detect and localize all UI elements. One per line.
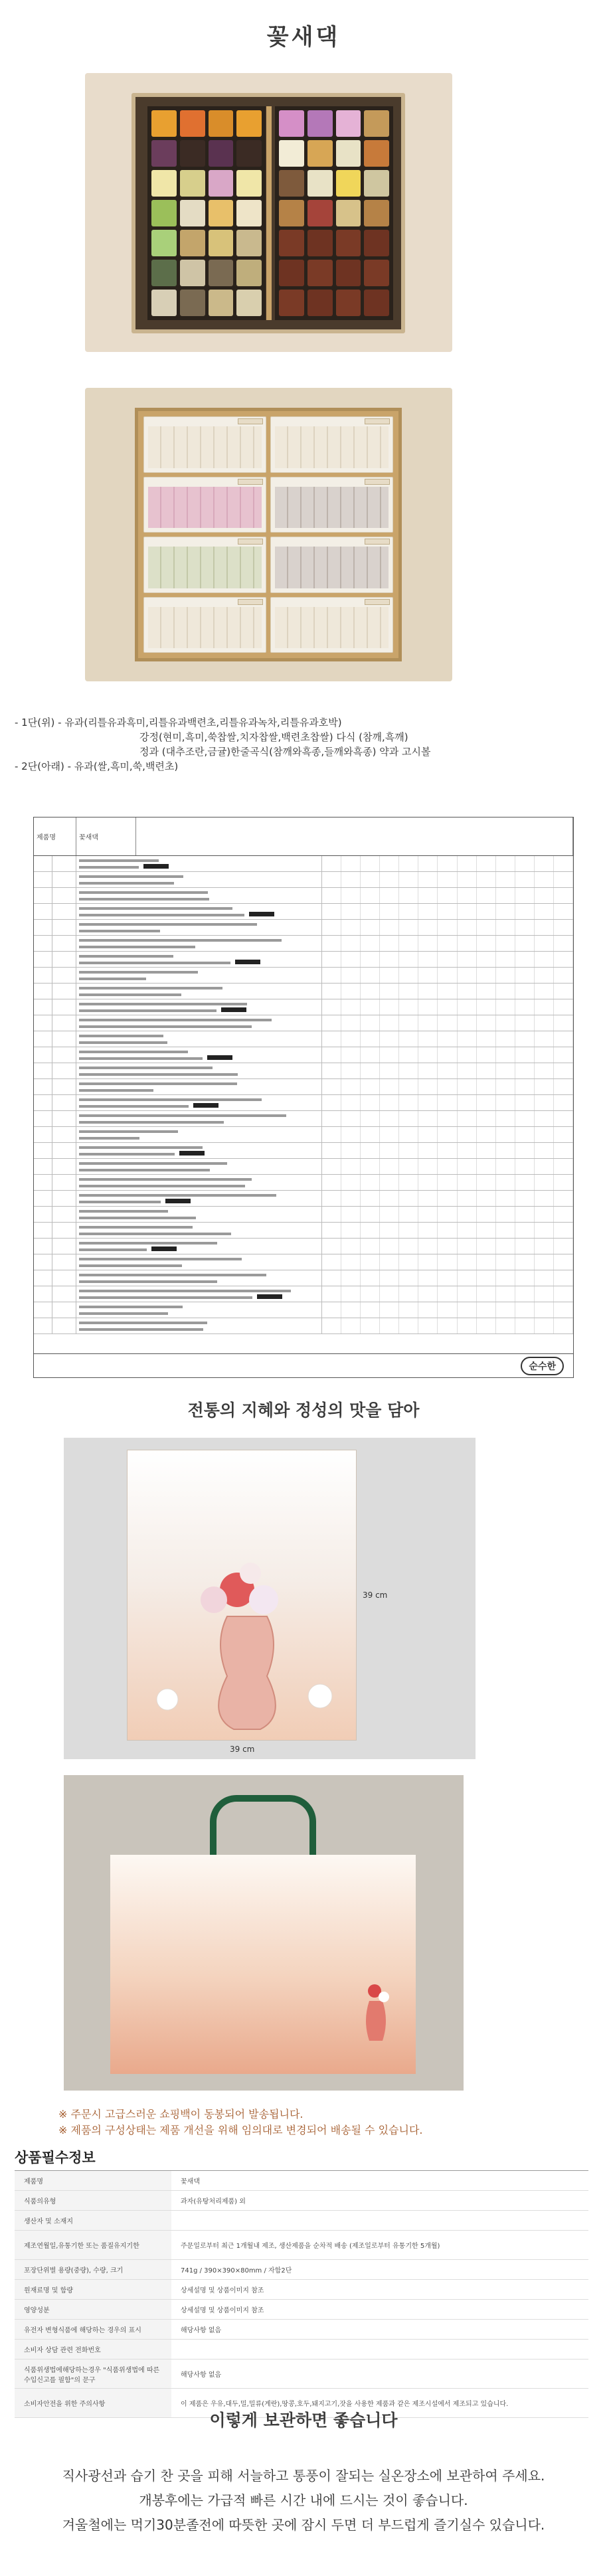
package-box	[127, 1450, 357, 1741]
nutrition-row	[34, 1302, 573, 1318]
info-label: 제조연월일,유통기한 또는 품질유지기한	[15, 2231, 171, 2259]
info-value: 해당사항 없음	[181, 2371, 222, 2379]
nutrition-row	[34, 872, 573, 888]
nutrition-row	[34, 856, 573, 872]
nutrition-row	[34, 1015, 573, 1031]
nutrition-row	[34, 1143, 573, 1159]
nutrition-row	[34, 968, 573, 984]
storage-heading: 이렇게 보관하면 좋습니다	[209, 2411, 398, 2430]
composition-line: - 1단(위) - 유과(리틀유과흑미,리틀유과백련초,리틀유과녹차,리틀유과호박)	[15, 717, 342, 729]
yugwa-pack	[143, 416, 266, 473]
storage-line: 겨울철에는 먹기30분졸전에 따뜻한 곳에 잠시 두면 더 부드럽게 즐기실수 있습니다.	[62, 2517, 545, 2533]
nutrition-row	[34, 888, 573, 904]
nutrition-row	[34, 999, 573, 1015]
height-dimension: 39 cm	[363, 1590, 388, 1600]
right-tray	[275, 106, 393, 320]
left-tray	[147, 106, 266, 320]
nutrition-row	[34, 984, 573, 999]
info-label: 생산자 및 소재지	[15, 2211, 171, 2230]
storage-instructions	[0, 2464, 607, 2537]
nutrition-row	[34, 1031, 573, 1047]
info-label: 소비자안전을 위한 주의사항	[15, 2389, 171, 2417]
info-row	[15, 2231, 588, 2260]
nutrition-row	[34, 1095, 573, 1111]
composition-line: - 2단(아래) - 유과(쌀,흑미,쑥,백련초)	[15, 760, 179, 772]
info-value: 이 제품은 우유,대두,밀,밀류(계란),땅콩,호두,돼지고기,잣을 사용한 제품과 같은 제조시설에서 제조되고 있습니다.	[181, 2401, 509, 2408]
info-value: 꽃새댁	[181, 2178, 200, 2186]
yugwa-pack	[270, 416, 393, 473]
info-value: 상세설명 및 상품이미지 참조	[181, 2307, 264, 2314]
info-value: 과자(유탕처리제품) 외	[181, 2198, 246, 2205]
info-label: 포장단위별 용량(중량), 수량, 크기	[15, 2260, 171, 2279]
gift-box-open	[131, 93, 405, 333]
info-value: 상세설명 및 상품이미지 참조	[181, 2287, 264, 2294]
info-section-title: 상품필수정보	[15, 2150, 96, 2166]
info-value: 741g / 390×390×80mm / 자함2단	[181, 2267, 292, 2275]
box-divider	[266, 106, 272, 320]
info-row	[15, 2320, 588, 2340]
storage-line: 직사광선과 습기 찬 곳을 피해 서늘하고 통풍이 잘되는 실온장소에 보관하여 주세요.	[62, 2468, 545, 2484]
nutrition-row	[34, 1207, 573, 1223]
yugwa-pack	[143, 597, 266, 653]
shopping-bag	[110, 1855, 416, 2074]
info-row	[15, 2191, 588, 2211]
shipping-notice	[58, 2106, 563, 2138]
flower-vase-illustration	[128, 1450, 357, 1741]
info-row	[15, 2280, 588, 2300]
shopping-bag-photo	[64, 1775, 464, 2091]
nutrition-row	[34, 936, 573, 952]
info-row	[15, 2340, 588, 2360]
nutrition-row	[34, 904, 573, 920]
info-row	[15, 2360, 588, 2389]
nutrition-row	[34, 1063, 573, 1079]
nutrition-row	[34, 1079, 573, 1095]
nutrition-row	[34, 1223, 573, 1239]
bag-flower-illustration	[110, 1855, 416, 2074]
info-row	[15, 2300, 588, 2320]
info-value: 해당사항 없음	[181, 2327, 222, 2334]
nutrition-table-footer	[34, 1353, 573, 1377]
composition-line: 정과 (대추조란,금귤)한줄곡식(참깨와흑종,들깨와흑종) 약과 고시볼	[139, 746, 431, 758]
product-photo-top-tier	[85, 73, 452, 352]
info-row	[15, 2171, 588, 2191]
info-label: 영양성분	[15, 2300, 171, 2319]
notice-line: ※ 주문시 고급스러운 쇼핑백이 동봉되어 발송됩니다.	[58, 2108, 304, 2120]
nutrition-row	[34, 1270, 573, 1286]
info-label: 소비자 상담 관련 전화번호	[15, 2340, 171, 2359]
nutrition-row	[34, 1159, 573, 1175]
nutrition-table-rows	[34, 856, 573, 1334]
info-value: 주문일로부터 최근 1개월내 제조, 생산제품을 순차적 배송 (제조일로부터 유통기한 5개월)	[181, 2243, 440, 2250]
nutrition-row	[34, 952, 573, 968]
width-dimension: 39 cm	[230, 1745, 255, 1754]
nutrition-row	[34, 1111, 573, 1127]
nutrition-row	[34, 1047, 573, 1063]
info-label: 식품의유형	[15, 2191, 171, 2210]
yugwa-pack	[143, 477, 266, 533]
nutrition-table	[33, 817, 574, 1378]
nutrition-row	[34, 920, 573, 936]
info-label: 식품위생법에해당하는경우 "식품위생법에 따른 수입신고를 필함"의 문구	[15, 2360, 171, 2388]
gift-box-lower-tier	[135, 408, 402, 661]
nutrition-row	[34, 1318, 573, 1334]
composition-list	[15, 715, 592, 774]
notice-line: ※ 제품의 구성상태는 제품 개선을 위해 임의대로 변경되어 배송될 수 있습니다.	[58, 2124, 423, 2136]
yugwa-pack	[270, 477, 393, 533]
product-name-label: 제품명	[34, 817, 76, 855]
page-title: 꽃새댁	[266, 24, 341, 50]
nutrition-table-header	[34, 817, 573, 856]
yugwa-pack	[143, 537, 266, 593]
product-photo-bottom-tier	[85, 388, 452, 681]
product-name-value: 꽃새댁	[76, 817, 136, 855]
nutrition-row	[34, 1286, 573, 1302]
info-label: 유전자 변형식품에 해당하는 경우의 표시	[15, 2320, 171, 2339]
tradition-heading: 전통의 지혜와 정성의 맛을 담아	[187, 1401, 420, 1420]
info-label: 원재료명 및 함량	[15, 2280, 171, 2299]
info-row	[15, 2260, 588, 2280]
nutrition-row	[34, 1191, 573, 1207]
nutrition-row	[34, 1254, 573, 1270]
yugwa-pack	[270, 537, 393, 593]
info-value	[171, 2211, 588, 2230]
info-label: 제품명	[15, 2171, 171, 2190]
product-info-table	[15, 2170, 588, 2418]
nutrition-row	[34, 1127, 573, 1143]
brand-logo: 순수한	[521, 1357, 564, 1375]
composition-line: 강정(현미,흑미,쑥찹쌀,치자찹쌀,백련초찹쌀) 다식 (참깨,흑깨)	[139, 731, 408, 743]
yugwa-pack	[270, 597, 393, 653]
info-value	[171, 2340, 588, 2359]
nutrition-row	[34, 1175, 573, 1191]
nutrition-row	[34, 1239, 573, 1254]
storage-line: 개봉후에는 가급적 빠른 시간 내에 드시는 것이 좋습니다.	[139, 2492, 468, 2508]
info-row	[15, 2211, 588, 2231]
package-box-photo	[64, 1438, 476, 1759]
